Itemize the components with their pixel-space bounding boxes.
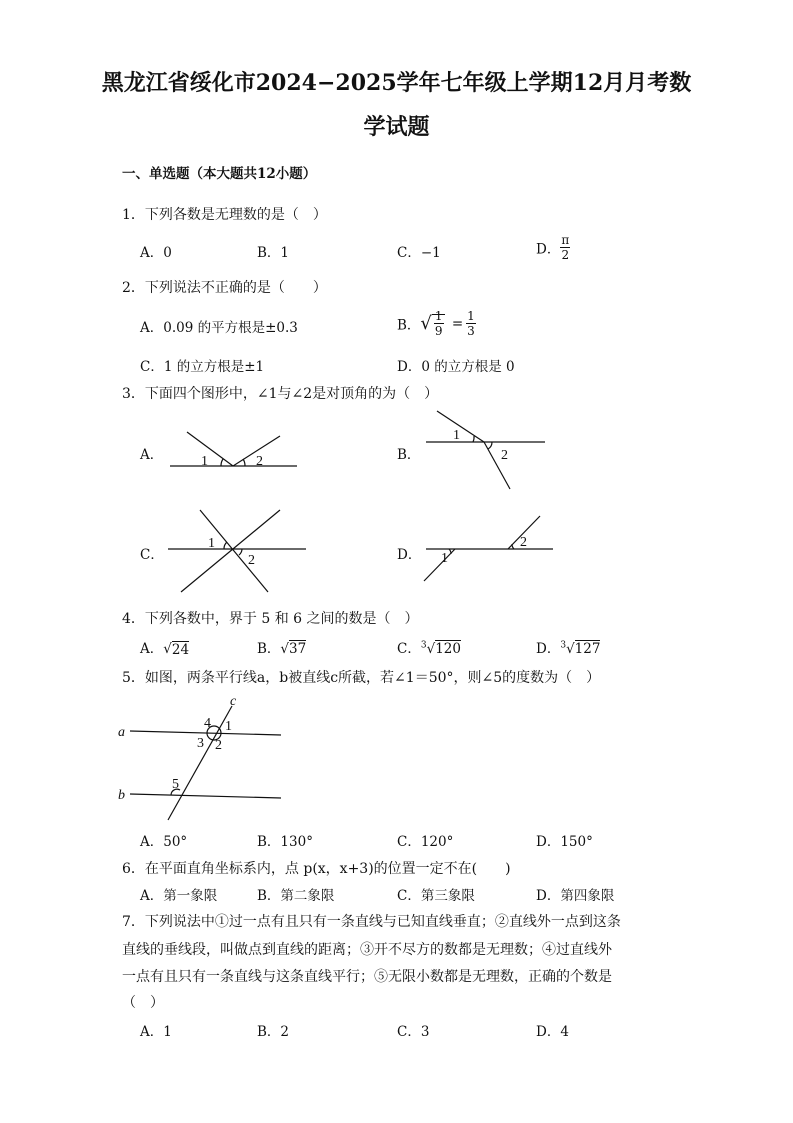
q2-option-d: D．0 的立方根是 0 [397, 359, 515, 375]
line-a-label: a [118, 725, 125, 740]
q1-option-c: C．−1 [397, 245, 441, 261]
q3-option-c: C． [140, 547, 164, 563]
q7-stem-line-1: 7．下列说法中①过一点有且只有一条直线与已知直线垂直；②直线外一点到这条 [122, 914, 621, 930]
equals-sign: = [451, 315, 464, 332]
fraction-numerator: 1 [467, 309, 475, 323]
q7-option-a: A．1 [140, 1024, 172, 1040]
q4-option-d [536, 637, 600, 657]
q5-stem: 5．如图，两条平行线a，b被直线c所截，若∠1＝50°，则∠5的度数为（ ） [122, 670, 601, 686]
square-root-symbol: √ $\frac{1}{9}$ [420, 309, 443, 338]
root-index: 3 [560, 640, 567, 651]
figure-d-angles [424, 516, 553, 581]
figure-c-label-1: 1 [208, 536, 215, 551]
q6-option-b: B．第二象限 [257, 888, 335, 904]
q6-option-a: A．第一象限 [140, 888, 218, 904]
q1-stem: 1．下列各数是无理数的是（ ） [122, 207, 327, 223]
fraction-numerator: π [561, 233, 570, 247]
q3-option-d: D． [397, 547, 422, 563]
angle-4-label: 4 [204, 716, 211, 731]
root-index: 3 [420, 640, 427, 651]
radicand: 127 [574, 641, 601, 657]
q5-option-c: C．120° [397, 834, 454, 850]
radicand-numerator: 1 [434, 309, 443, 323]
figure-c-label-2: 2 [248, 553, 255, 568]
q5-option-d: D．150° [536, 834, 593, 850]
q3-stem: 3．下面四个图形中，∠1与∠2是对顶角的为（ ） [122, 386, 439, 402]
q4-option-b [257, 637, 306, 657]
cube-root-symbol: √ [426, 641, 436, 657]
figure-a-angles [170, 432, 297, 466]
q4-option-d-label: D． [536, 641, 561, 657]
figure-b-label-2: 2 [501, 448, 508, 463]
cube-root-symbol: √ [566, 641, 575, 657]
q7-stem-line-3: 一点有且只有一条直线与这条直线平行；⑤无限小数都是无理数，正确的个数是 [122, 969, 612, 985]
section-header: 一、单选题（本大题共12小题） [122, 166, 317, 182]
radicand: 24 [171, 642, 190, 658]
q2-option-a: A．0.09 的平方根是±0.3 [140, 320, 298, 336]
q2-option-c: C．1 的立方根是±1 [140, 359, 265, 375]
page-title-line-1: 黑龙江省绥化市2024−2025学年七年级上学期12月月考数 [101, 70, 692, 96]
angle-3-label: 3 [197, 736, 204, 751]
radicand-denominator: 9 [434, 324, 443, 338]
q1-option-a: A．0 [140, 245, 172, 261]
q7-stem-line-4: （ ） [122, 995, 164, 1011]
q5-option-a: A．50° [140, 834, 188, 850]
q3-option-a: A． [140, 447, 164, 463]
radicand: 120 [435, 641, 461, 657]
q6-stem: 6．在平面直角坐标系内，点 p(x，x+3)的位置一定不在( ) [122, 861, 511, 877]
line-c-label: c [230, 694, 237, 709]
q3-option-b: B． [397, 447, 421, 463]
q2-stem: 2．下列说法不正确的是（ ） [122, 280, 327, 296]
fraction-denominator: 3 [467, 324, 475, 338]
q4-option-c-label: C． [397, 641, 421, 657]
q4-stem: 4．下列各数中，界于 5 和 6 之间的数是（ ） [122, 611, 419, 627]
fraction-denominator: 2 [561, 248, 570, 262]
q4-option-b-label: B． [257, 641, 281, 657]
figure-a-label-1: 1 [201, 454, 208, 469]
angle-5-label: 5 [172, 777, 179, 792]
q6-option-c: C．第三象限 [397, 888, 475, 904]
q5-option-b: B．130° [257, 834, 313, 850]
q1-option-d-label: D． [536, 241, 561, 258]
figure-b-angles [426, 411, 545, 489]
figure-d-label-2: 2 [520, 535, 527, 550]
q4-option-a [140, 637, 189, 658]
q7-stem-line-2: 直线的垂线段，叫做点到直线的距离；③开不尽方的数都是无理数；④过直线外 [122, 942, 612, 958]
square-root-symbol: √ [280, 641, 290, 657]
q6-option-d: D．第四象限 [536, 888, 615, 904]
q4-option-c [397, 637, 461, 657]
page-title-line-2: 学试题 [363, 114, 430, 140]
q4-option-a-label: A． [140, 641, 164, 657]
q7-option-c: C．3 [397, 1024, 430, 1040]
q2-option-b-label: B． [397, 317, 421, 334]
figure-c-angles [168, 510, 306, 592]
angle-1-label: 1 [225, 719, 232, 734]
figure-d-label-1: 1 [441, 551, 448, 566]
figure-a-label-2: 2 [256, 454, 263, 469]
angle-2-label: 2 [215, 738, 222, 753]
line-b-label: b [118, 788, 125, 803]
q7-option-d: D．4 [536, 1024, 569, 1040]
square-root-symbol: √ [163, 641, 172, 657]
figure-b-label-1: 1 [453, 428, 460, 443]
radicand: 37 [289, 641, 307, 657]
q1-option-b: B．1 [257, 245, 290, 261]
q7-option-b: B．2 [257, 1024, 290, 1040]
